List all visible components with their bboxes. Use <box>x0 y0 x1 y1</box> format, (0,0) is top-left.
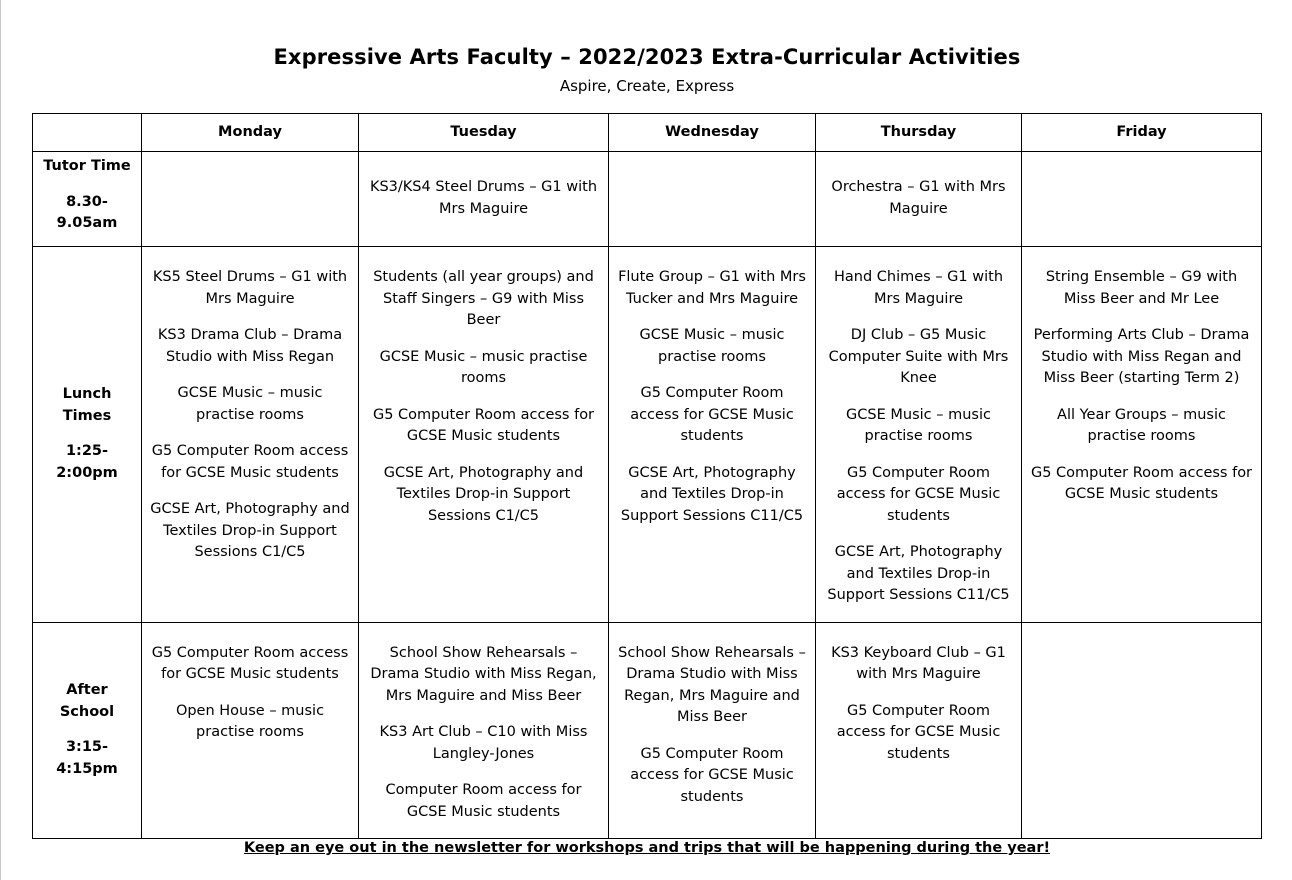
activity-entry: Computer Room access for GCSE Music students <box>385 782 582 820</box>
activity-entry: KS3 Art Club – C10 with Miss Langley-Jones <box>379 724 588 762</box>
corner-cell <box>33 114 142 152</box>
activity-entry: School Show Rehearsals – Drama Studio with Miss Regan, Mrs Maguire and Miss Beer <box>618 644 806 725</box>
activity-entry: KS5 Steel Drums – G1 with Mrs Maguire <box>152 269 348 307</box>
activity-entry: G5 Computer Room access for GCSE Music students <box>151 644 349 682</box>
after-school-row <box>33 622 1262 839</box>
day-header: Friday <box>1022 114 1262 152</box>
row-label: Tutor Time <box>43 158 131 174</box>
activity-entry: G5 Computer Room access for GCSE Music students <box>630 745 794 805</box>
page-edge <box>0 0 1 880</box>
activity-entry: GCSE Music – music practise rooms <box>177 385 323 423</box>
activity-entry: Performing Arts Club – Drama Studio with Miss Regan and Miss Beer (starting Term 2) <box>1033 327 1250 386</box>
activity-cell <box>609 622 816 839</box>
activity-entry: Open House – music practise rooms <box>175 702 325 740</box>
activity-cell <box>816 247 1022 623</box>
page-subtitle: Aspire, Create, Express <box>559 77 735 95</box>
activity-cell <box>816 622 1022 839</box>
activity-entry: GCSE Art, Photography and Textiles Drop-in Support Sessions C1/C5 <box>383 464 584 524</box>
activity-entry: GCSE Music – music practise rooms <box>379 348 588 386</box>
activity-entry: G5 Computer Room access for GCSE Music students <box>151 443 349 481</box>
activity-entry: KS3 Keyboard Club – G1 with Mrs Maguire <box>831 644 1006 682</box>
activity-cell <box>1022 152 1262 247</box>
activity-cell <box>816 152 1022 247</box>
activity-entry: G5 Computer Room access for GCSE Music students <box>1030 464 1253 502</box>
activity-entry: String Ensemble – G9 with Miss Beer and Mr Lee <box>1045 269 1238 307</box>
activity-cell <box>359 152 609 247</box>
activity-entry: GCSE Art, Photography and Textiles Drop-in Support Sessions C11/C5 <box>827 544 1010 603</box>
activity-entry: GCSE Art, Photography and Textiles Drop-in Support Sessions C11/C5 <box>620 464 804 524</box>
activity-cell <box>1022 622 1262 839</box>
page-title: Expressive Arts Faculty – 2022/2023 Extra-Curricular Activities <box>273 45 1021 69</box>
lunch-times-row <box>33 247 1262 623</box>
row-time: 8.30- 9.05am <box>56 193 118 231</box>
row-label: Lunch Times <box>62 386 112 424</box>
day-header: Tuesday <box>359 114 609 152</box>
activity-cell <box>142 622 359 839</box>
row-time: 1:25- 2:00pm <box>56 443 118 481</box>
activity-entry: GCSE Art, Photography and Textiles Drop-in Support Sessions C1/C5 <box>150 501 350 560</box>
row-label-cell <box>33 247 142 623</box>
activity-entry: Students (all year groups) and Staff Singers – G9 with Miss Beer <box>373 269 594 328</box>
activity-entry: Hand Chimes – G1 with Mrs Maguire <box>833 269 1004 307</box>
activity-entry: G5 Computer Room access for GCSE Music students <box>836 464 1001 524</box>
activity-cell <box>142 247 359 623</box>
day-header: Monday <box>142 114 359 152</box>
newsletter-note: Keep an eye out in the newsletter for workshops and trips that will be happening during the year! <box>243 840 1051 856</box>
activity-entry: DJ Club – G5 Music Computer Suite with Mrs Knee <box>828 327 1009 386</box>
activity-entry: Flute Group – G1 with Mrs Tucker and Mrs Maguire <box>618 269 806 307</box>
row-label-cell <box>33 622 142 839</box>
activity-entry: G5 Computer Room access for GCSE Music students <box>630 385 794 444</box>
row-label: After School <box>59 682 115 720</box>
activity-cell <box>359 247 609 623</box>
day-header: Wednesday <box>609 114 816 152</box>
activity-entry: GCSE Music – music practise rooms <box>846 406 991 444</box>
header-row <box>33 114 1262 152</box>
activity-cell <box>1022 247 1262 623</box>
activity-cell <box>359 622 609 839</box>
activity-entry: KS3 Drama Club – Drama Studio with Miss Regan <box>157 327 343 365</box>
day-header: Thursday <box>816 114 1022 152</box>
tutor-time-row <box>33 152 1262 247</box>
timetable <box>32 113 1262 839</box>
activity-entry: KS3/KS4 Steel Drums – G1 with Mrs Maguire <box>369 179 598 217</box>
activity-entry: Orchestra – G1 with Mrs Maguire <box>831 179 1006 217</box>
activity-cell <box>609 247 816 623</box>
activity-entry: GCSE Music – music practise rooms <box>639 327 785 365</box>
activity-cell <box>142 152 359 247</box>
activity-entry: School Show Rehearsals – Drama Studio with Miss Regan, Mrs Maguire and Miss Beer <box>370 644 597 704</box>
activity-cell <box>609 152 816 247</box>
activity-entry: G5 Computer Room access for GCSE Music students <box>372 406 595 444</box>
row-time: 3:15- 4:15pm <box>56 739 118 777</box>
activity-entry: G5 Computer Room access for GCSE Music students <box>836 702 1001 762</box>
activity-entry: All Year Groups – music practise rooms <box>1057 406 1226 444</box>
row-label-cell <box>33 152 142 247</box>
